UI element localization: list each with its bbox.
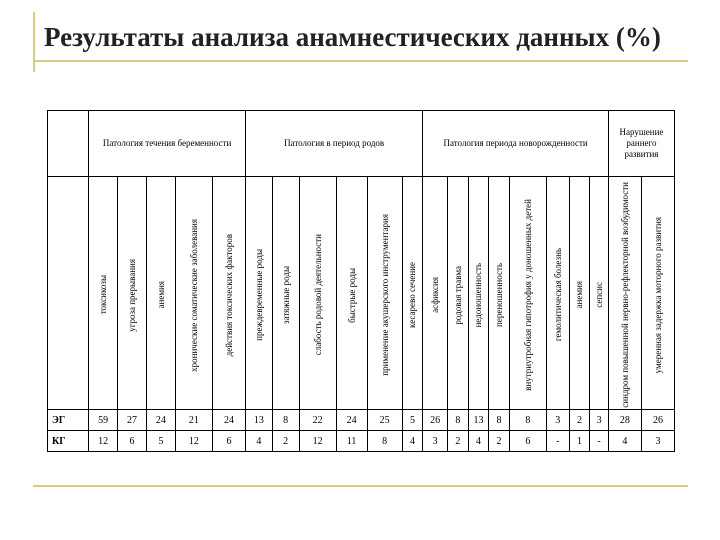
value-cell: 3 [590, 410, 609, 431]
value-cell: 3 [641, 431, 674, 452]
group-newborn-pathology: Патология периода новорожденности [423, 111, 609, 177]
category-cell [146, 177, 175, 410]
category-label-premature-birth: преждевременные роды [253, 249, 264, 341]
value-cell: 2 [569, 410, 590, 431]
decorative-vertical-line [33, 12, 35, 72]
value-cell: 3 [423, 431, 448, 452]
category-label-motor-development-delay: умеренная задержка моторного развития [652, 216, 663, 374]
category-cell [336, 177, 367, 410]
category-cell [367, 177, 402, 410]
category-label-toxicosis: токсикозы [98, 275, 109, 315]
category-label-birth-injury: родовая травма [452, 265, 463, 325]
category-label-weak-labor: слабость родовой деятельности [312, 234, 323, 356]
value-cell: 12 [89, 431, 118, 452]
value-cell: 6 [118, 431, 147, 452]
value-cell: 27 [118, 410, 147, 431]
category-cell [608, 177, 641, 410]
value-cell: 59 [89, 410, 118, 431]
value-cell: - [590, 431, 609, 452]
category-label-anemia: анемия [155, 281, 166, 309]
category-cell [641, 177, 674, 410]
value-cell: 3 [546, 410, 569, 431]
value-cell: 8 [367, 431, 402, 452]
anamnesis-table [47, 110, 675, 452]
slide-title: Результаты анализа анамнестических данных (%) [44, 22, 661, 52]
decorative-title-underline [33, 60, 688, 62]
category-label-cesarean-section: кесарево сечение [407, 262, 418, 328]
category-cell [272, 177, 299, 410]
value-cell: 5 [402, 410, 423, 431]
value-cell: 8 [272, 410, 299, 431]
category-label-intrauterine-hypotrophy: внутриутробная гипотрофия у доношенных детей [522, 199, 533, 391]
category-label-prematurity: недоношенность [473, 262, 484, 328]
category-cell [175, 177, 212, 410]
empty-corner-cell [48, 111, 89, 177]
category-cell [569, 177, 590, 410]
category-label-hemolytic-disease: гемолитическая болезнь [552, 248, 563, 342]
category-cell [118, 177, 147, 410]
category-label-chronic-somatic-diseases: хронические соматические заболевания [188, 218, 199, 372]
decorative-bottom-line [33, 485, 688, 487]
value-cell: 2 [489, 431, 510, 452]
value-cell: 13 [245, 410, 272, 431]
value-cell: - [546, 431, 569, 452]
value-cell: 2 [272, 431, 299, 452]
value-cell: 8 [489, 410, 510, 431]
category-label-asphyxia: асфиксия [430, 277, 441, 313]
category-label-sepsis: сепсис [594, 282, 605, 308]
group-delivery-pathology: Патология в период родов [245, 111, 422, 177]
value-cell: 6 [509, 431, 546, 452]
category-cell [546, 177, 569, 410]
value-cell: 4 [402, 431, 423, 452]
category-cell [402, 177, 423, 410]
value-cell: 26 [423, 410, 448, 431]
value-cell: 12 [299, 431, 336, 452]
category-label-hyperexcitability-syndrome: синдром повышенной нервно-рефлекторной возбудимости [619, 182, 630, 408]
category-cell [448, 177, 469, 410]
table-row-kg [48, 431, 675, 452]
value-cell: 8 [448, 410, 469, 431]
row-label: КГ [48, 431, 89, 452]
category-label-obstetric-instruments: применение акушерского инструментария [379, 214, 390, 376]
category-label-toxic-factors: действия токсических факторов [223, 233, 234, 357]
value-cell: 4 [608, 431, 641, 452]
value-cell: 11 [336, 431, 367, 452]
category-header-row [48, 177, 675, 410]
row-label: ЭГ [48, 410, 89, 431]
value-cell: 21 [175, 410, 212, 431]
group-header-row [48, 111, 675, 177]
category-cell [489, 177, 510, 410]
category-label-newborn-anemia: анемия [574, 281, 585, 309]
value-cell: 8 [509, 410, 546, 431]
category-cell [245, 177, 272, 410]
category-cell [468, 177, 489, 410]
category-cell [590, 177, 609, 410]
category-cell [89, 177, 118, 410]
value-cell: 28 [608, 410, 641, 431]
value-cell: 5 [146, 431, 175, 452]
value-cell: 6 [212, 431, 245, 452]
category-cell [212, 177, 245, 410]
value-cell: 26 [641, 410, 674, 431]
category-cell [423, 177, 448, 410]
value-cell: 22 [299, 410, 336, 431]
category-label-rapid-labor: быстрые роды [346, 267, 357, 323]
value-cell: 12 [175, 431, 212, 452]
value-cell: 13 [468, 410, 489, 431]
category-cell [299, 177, 336, 410]
value-cell: 24 [336, 410, 367, 431]
category-cell [509, 177, 546, 410]
value-cell: 25 [367, 410, 402, 431]
category-label-prolonged-labor: затяжные роды [280, 266, 291, 324]
table-row-eg [48, 410, 675, 431]
value-cell: 1 [569, 431, 590, 452]
empty-label-cell [48, 177, 89, 410]
group-pregnancy-pathology: Патология течения беременности [89, 111, 246, 177]
group-early-development-disorder: Нарушение раннего развития [608, 111, 674, 177]
value-cell: 24 [212, 410, 245, 431]
category-label-threat-of-termination: угроза прерывания [127, 258, 138, 332]
value-cell: 4 [468, 431, 489, 452]
value-cell: 24 [146, 410, 175, 431]
value-cell: 2 [448, 431, 469, 452]
value-cell: 4 [245, 431, 272, 452]
category-label-post-maturity: переношенность [494, 263, 505, 327]
